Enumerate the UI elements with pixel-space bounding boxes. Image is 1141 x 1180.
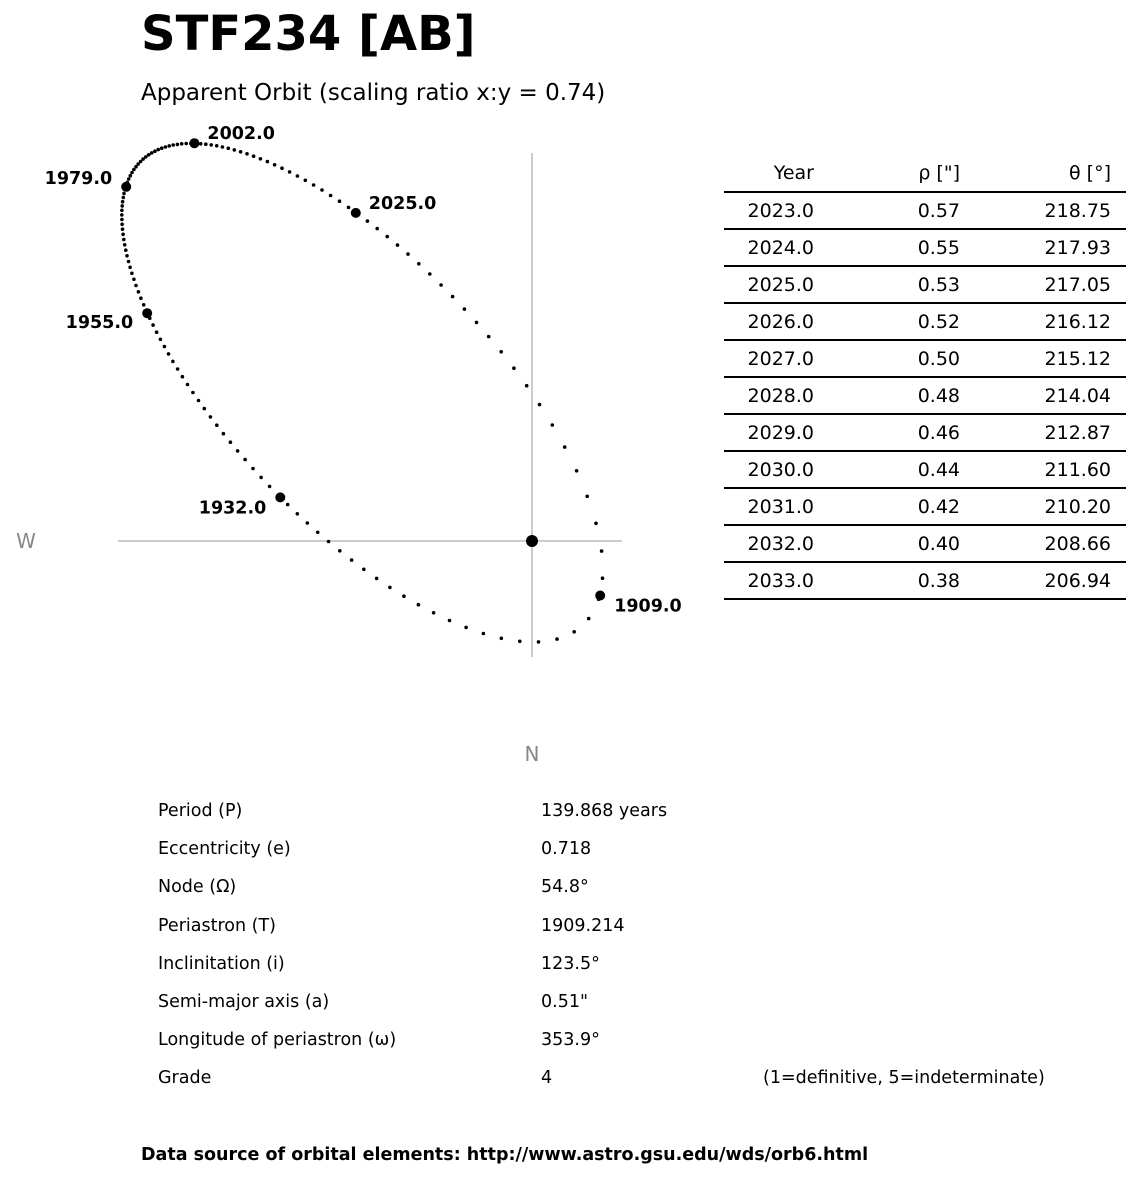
orbit-dot xyxy=(251,467,255,471)
orbit-plot xyxy=(0,124,700,780)
data-source-note: Data source of orbital elements: http://www.astro.gsu.edu/wds/orb6.html xyxy=(141,1145,869,1165)
orbit-dot xyxy=(132,278,136,282)
ephemeris-rho-cell: 0.53 xyxy=(814,266,960,303)
orbit-dot xyxy=(388,586,392,590)
orbit-dot xyxy=(417,603,421,607)
page-title: STF234 [AB] xyxy=(141,6,476,62)
orbit-dot xyxy=(338,549,342,553)
orbit-dot xyxy=(512,366,516,370)
element-value: 139.868 years xyxy=(541,801,668,821)
orbit-dot xyxy=(320,188,324,192)
orbit-dot xyxy=(171,143,175,147)
ephemeris-year-cell: 2023.0 xyxy=(724,192,814,229)
ephemeris-theta-cell: 216.12 xyxy=(960,303,1111,340)
ephemeris-rho-cell: 0.46 xyxy=(814,414,960,451)
orbit-dot xyxy=(121,227,125,231)
orbit-dot xyxy=(375,577,379,581)
ephemeris-rho-cell: 0.52 xyxy=(814,303,960,340)
orbit-dot xyxy=(121,233,125,237)
row-pad xyxy=(1111,377,1126,414)
epoch-marker xyxy=(275,492,285,502)
orbit-dot xyxy=(139,296,143,300)
orbit-dot xyxy=(286,503,290,507)
primary-star xyxy=(526,535,538,547)
orbit-dot xyxy=(127,260,131,264)
row-pad xyxy=(1111,192,1126,229)
orbit-dot xyxy=(124,248,128,252)
epoch-marker xyxy=(595,591,605,601)
orbit-dot xyxy=(184,142,188,146)
element-value: 4 xyxy=(541,1068,553,1089)
ephemeris-row xyxy=(724,377,1126,414)
orbit-dot xyxy=(482,632,486,636)
orbit-dot xyxy=(594,522,598,526)
element-label: Eccentricity (e) xyxy=(158,839,291,860)
west-label: W xyxy=(16,529,36,553)
orbit-dot xyxy=(128,266,132,270)
orbit-dot xyxy=(463,307,467,311)
orbit-dot xyxy=(222,432,226,436)
orbit-dot xyxy=(475,321,479,325)
row-pad xyxy=(1111,451,1126,488)
epoch-markers xyxy=(45,124,682,616)
element-label: Semi-major axis (a) xyxy=(158,991,330,1012)
ephemeris-year-cell: 2029.0 xyxy=(724,414,814,451)
orbit-dot xyxy=(362,568,366,572)
ephemeris-rho-cell: 0.40 xyxy=(814,525,960,562)
orbit-dot xyxy=(151,323,155,327)
element-value: 54.8° xyxy=(541,877,589,898)
orbit-dot xyxy=(239,150,243,154)
orbit-dot xyxy=(304,179,308,183)
orbit-dot xyxy=(428,272,432,276)
orbit-dot xyxy=(338,199,342,203)
ephemeris-rho-cell: 0.48 xyxy=(814,377,960,414)
orbit-dot xyxy=(120,218,124,222)
element-value: 1909.214 xyxy=(541,915,625,936)
orbit-dot xyxy=(396,243,400,247)
orbit-dot xyxy=(518,640,522,644)
ephemeris-row xyxy=(724,229,1126,266)
orbit-dot xyxy=(122,192,126,196)
orbit-dot xyxy=(120,204,124,208)
element-value: 0.51" xyxy=(541,991,589,1012)
orbit-dot xyxy=(312,183,316,187)
orbit-dot xyxy=(259,157,263,161)
orbit-dot xyxy=(439,283,443,287)
orbit-dot xyxy=(500,637,504,641)
ephemeris-year-cell: 2027.0 xyxy=(724,340,814,377)
orbit-dot xyxy=(199,142,203,146)
ephemeris-year-cell: 2031.0 xyxy=(724,488,814,525)
element-label: Grade xyxy=(158,1068,212,1089)
row-pad xyxy=(1111,562,1126,599)
ephemeris-rho-cell: 0.44 xyxy=(814,451,960,488)
orbit-dot xyxy=(587,617,591,621)
orbit-dot xyxy=(525,384,529,388)
orbit-dot xyxy=(215,144,219,148)
ephemeris-theta-cell: 208.66 xyxy=(960,525,1111,562)
element-label: Node (Ω) xyxy=(158,877,237,898)
orbit-dot xyxy=(280,166,284,170)
orbit-dot xyxy=(266,160,270,164)
orbit-dot xyxy=(122,196,126,200)
column-header-year: Year xyxy=(724,155,814,192)
orbit-dot xyxy=(600,549,604,553)
ephemeris-theta-cell: 214.04 xyxy=(960,377,1111,414)
orbit-dot xyxy=(385,235,389,239)
epoch-marker xyxy=(351,208,361,218)
row-pad xyxy=(1111,266,1126,303)
orbit-dot xyxy=(144,155,148,159)
orbit-dot xyxy=(127,177,131,181)
ephemeris-year-cell: 2028.0 xyxy=(724,377,814,414)
ephemeris-theta-cell: 212.87 xyxy=(960,414,1111,451)
orbit-dot xyxy=(181,375,185,379)
element-label: Period (P) xyxy=(158,801,243,821)
orbit-dot xyxy=(120,223,124,227)
epoch-label: 1932.0 xyxy=(198,498,267,519)
orbit-dot xyxy=(197,399,201,403)
ephemeris-row xyxy=(724,414,1126,451)
orbit-dot xyxy=(203,407,207,411)
orbit-dot xyxy=(245,152,249,156)
orbit-dot xyxy=(448,619,452,623)
orbit-dot xyxy=(273,163,277,167)
ephemeris-theta-cell: 210.20 xyxy=(960,488,1111,525)
orbit-dot xyxy=(137,290,141,294)
orbit-dot xyxy=(180,142,184,146)
ephemeris-rho-cell: 0.55 xyxy=(814,229,960,266)
epoch-marker xyxy=(189,138,199,148)
orbit-dot xyxy=(585,495,589,499)
row-pad xyxy=(1111,488,1126,525)
ephemeris-year-cell: 2030.0 xyxy=(724,451,814,488)
orbit-dot xyxy=(215,423,219,427)
ephemeris-header-row xyxy=(724,155,1126,192)
row-pad xyxy=(1111,340,1126,377)
ephemeris-row xyxy=(724,303,1126,340)
orbit-dot xyxy=(229,440,233,444)
epoch-marker xyxy=(121,182,131,192)
orbit-dot xyxy=(130,272,134,276)
ephemeris-row xyxy=(724,562,1126,599)
ephemeris-rho-cell: 0.38 xyxy=(814,562,960,599)
orbit-dot xyxy=(159,338,163,342)
orbit-dot xyxy=(160,146,164,150)
element-value: 123.5° xyxy=(541,953,600,974)
row-pad xyxy=(1111,303,1126,340)
orbit-dot xyxy=(233,148,237,152)
ephemeris-row xyxy=(724,488,1126,525)
orbit-dot xyxy=(329,194,333,198)
orbit-dot xyxy=(167,352,171,356)
orbit-dot xyxy=(551,423,555,427)
orbit-dot xyxy=(268,485,272,489)
ephemeris-rho-cell: 0.57 xyxy=(814,192,960,229)
orbit-dot xyxy=(150,151,154,155)
orbit-dot xyxy=(402,594,406,598)
orbit-dot xyxy=(259,476,263,480)
orbit-dot xyxy=(572,630,576,634)
row-pad xyxy=(1111,525,1126,562)
orbit-dot xyxy=(601,576,605,580)
epoch-label: 1979.0 xyxy=(44,168,113,189)
orbit-dot xyxy=(186,383,190,387)
element-label: Inclinitation (i) xyxy=(158,953,285,974)
orbit-dot xyxy=(243,458,247,462)
ephemeris-row xyxy=(724,340,1126,377)
ephemeris-year-cell: 2025.0 xyxy=(724,266,814,303)
orbit-dot xyxy=(155,330,159,334)
orbit-dot xyxy=(120,213,124,217)
ephemeris-row xyxy=(724,451,1126,488)
orbit-dot xyxy=(499,350,503,354)
orbit-dot xyxy=(164,145,168,149)
orbit-dot xyxy=(209,415,213,419)
element-label: Periastron (T) xyxy=(158,915,276,936)
page-subtitle: Apparent Orbit (scaling ratio x:y = 0.74) xyxy=(141,80,606,106)
ephemeris-theta-cell: 218.75 xyxy=(960,192,1111,229)
epoch-label: 2002.0 xyxy=(207,124,275,145)
ephemeris-theta-cell: 217.93 xyxy=(960,229,1111,266)
ephemeris-row xyxy=(724,525,1126,562)
ephemeris-row xyxy=(724,192,1126,229)
orbit-dot xyxy=(153,149,157,153)
orbit-dot xyxy=(147,153,151,157)
orbit-dot xyxy=(327,540,331,544)
ephemeris-year-cell: 2033.0 xyxy=(724,562,814,599)
orbit-dot xyxy=(451,295,455,299)
row-pad xyxy=(1111,414,1126,451)
orbit-dot xyxy=(555,637,559,641)
element-note: (1=definitive, 5=indeterminate) xyxy=(763,1068,1045,1089)
ephemeris-theta-cell: 206.94 xyxy=(960,562,1111,599)
orbit-dot xyxy=(121,200,125,204)
orbit-dot xyxy=(156,148,160,152)
element-label: Longitude of periastron (ω) xyxy=(158,1030,397,1051)
orbit-dot xyxy=(123,243,127,247)
orbit-dot xyxy=(563,445,567,449)
north-label: N xyxy=(524,742,540,766)
orbit-dot xyxy=(134,284,138,288)
orbit-dot xyxy=(130,171,134,175)
orbit-dot xyxy=(171,360,175,364)
ephemeris-row xyxy=(724,266,1126,303)
element-value: 353.9° xyxy=(541,1030,600,1051)
orbit-dot xyxy=(432,611,436,615)
orbit-dot xyxy=(176,367,180,371)
orbit-dot xyxy=(129,174,133,178)
orbit-dot xyxy=(227,147,231,151)
orbit-dot xyxy=(125,254,129,258)
row-pad xyxy=(1111,229,1126,266)
orbit-dot xyxy=(296,512,300,516)
orbit-dot xyxy=(316,531,320,535)
orbit-dot xyxy=(417,262,421,266)
orbit-dot xyxy=(538,403,542,407)
ephemeris-year-cell: 2026.0 xyxy=(724,303,814,340)
epoch-label: 1955.0 xyxy=(65,313,134,334)
orbit-dot xyxy=(366,219,370,223)
element-value: 0.718 xyxy=(541,839,592,860)
orbit-dot xyxy=(122,238,126,242)
epoch-marker xyxy=(142,308,152,318)
ephemeris-year-cell: 2032.0 xyxy=(724,525,814,562)
orbit-dot xyxy=(487,335,491,339)
orbit-dot xyxy=(350,558,354,562)
orbit-dot xyxy=(167,144,171,148)
ephemeris-table xyxy=(724,155,1126,600)
column-header-rho: ρ ["] xyxy=(814,155,960,192)
ephemeris-theta-cell: 217.05 xyxy=(960,266,1111,303)
orbit-dot xyxy=(252,154,256,158)
orbit-dot xyxy=(120,209,124,213)
epoch-label: 2025.0 xyxy=(368,193,437,214)
orbit-dot xyxy=(575,469,579,473)
orbit-dot xyxy=(347,206,351,210)
orbit-dot xyxy=(296,174,300,178)
ephemeris-rho-cell: 0.42 xyxy=(814,488,960,525)
orbit-dot xyxy=(288,170,292,174)
orbit-dot xyxy=(464,626,468,630)
ephemeris-theta-cell: 215.12 xyxy=(960,340,1111,377)
orbit-dot xyxy=(142,303,146,307)
ephemeris-year-cell: 2024.0 xyxy=(724,229,814,266)
orbit-dot xyxy=(221,145,225,149)
orbit-dot xyxy=(163,345,167,349)
ephemeris-rho-cell: 0.50 xyxy=(814,340,960,377)
orbit-dot xyxy=(236,449,240,453)
column-header-theta: θ [°] xyxy=(960,155,1111,192)
orbit-dot xyxy=(406,252,410,256)
ephemeris-theta-cell: 211.60 xyxy=(960,451,1111,488)
header-pad xyxy=(1111,155,1126,192)
orbit-dot xyxy=(176,143,180,147)
orbit-dot xyxy=(537,640,541,644)
orbit-dot xyxy=(191,391,195,395)
orbit-dot xyxy=(375,227,379,231)
orbit-dot xyxy=(306,521,310,525)
epoch-label: 1909.0 xyxy=(614,596,682,617)
